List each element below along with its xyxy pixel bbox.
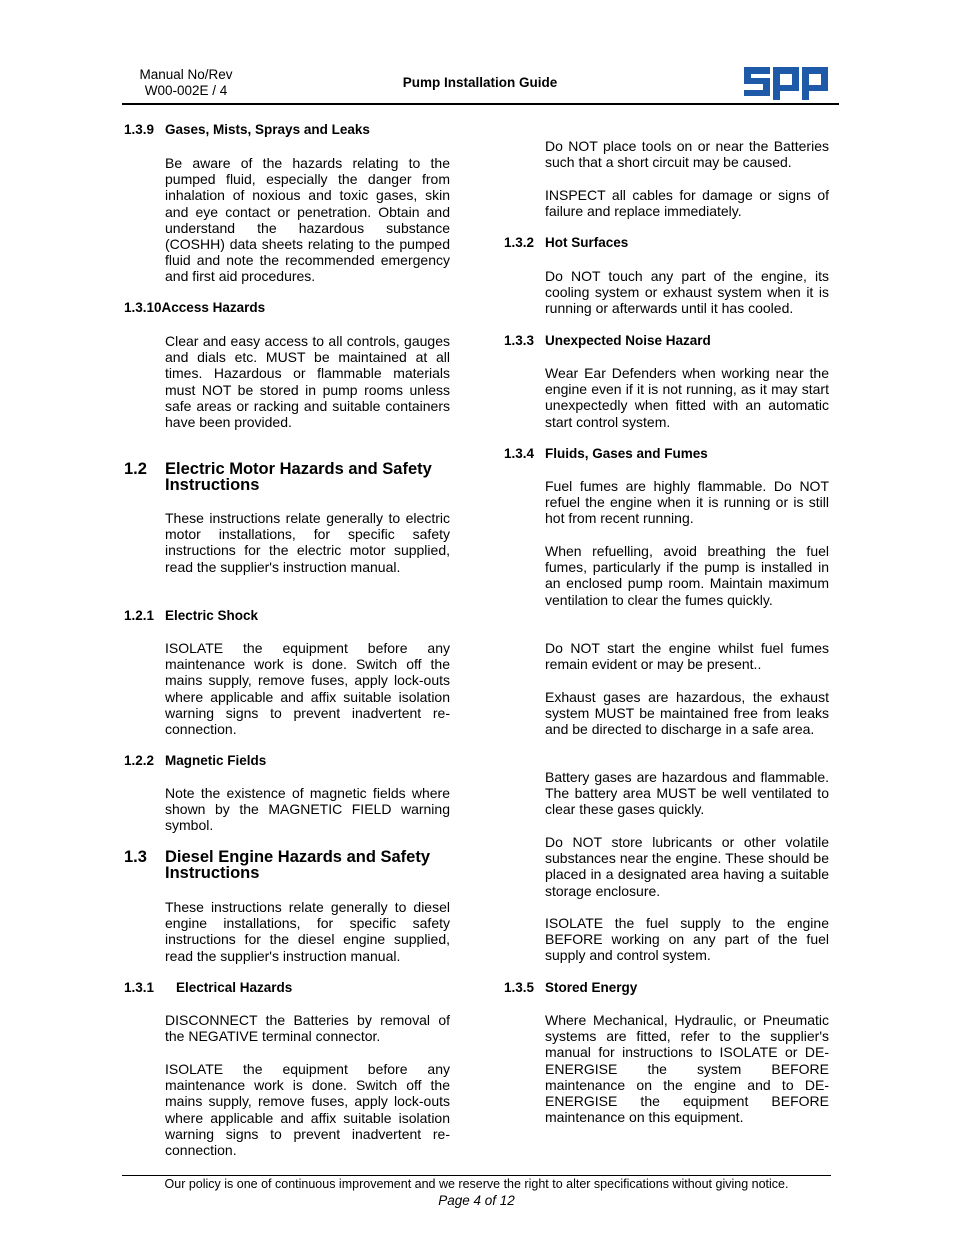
paragraph: ISOLATE the equipment before any maintenance work is done. Switch off the mains supply, remove fuses, apply lock-outs where applicable and affix suitable isolation warning signs to prevent inadvertent re-connection.: [165, 640, 450, 738]
section-title: Stored Energy: [545, 980, 638, 995]
paragraph: These instructions relate generally to electric motor installations, for specific safety instructions for the electric motor supplied, read the supplier's instruction manual.: [165, 510, 450, 575]
section-number: 1.2.2: [124, 753, 155, 768]
section-number: 1.3.9: [124, 122, 155, 137]
paragraph: ISOLATE the fuel supply to the engine BEFORE working on any part of the fuel supply and control system.: [545, 915, 829, 964]
paragraph: DISCONNECT the Batteries by removal of the NEGATIVE terminal connector.: [165, 1012, 450, 1045]
section-title: Electric Shock: [165, 608, 259, 623]
section-heading: [124, 122, 370, 137]
paragraph: Note the existence of magnetic fields where shown by the MAGNETIC FIELD warning symbol.: [165, 785, 450, 834]
paragraph: Do NOT store lubricants or other volatile substances near the engine. These should be placed in a designated area having a suitable storage enclosure.: [545, 834, 829, 899]
section-heading: [124, 980, 292, 995]
footer-policy-note: Our policy is one of continuous improvement and we reserve the right to alter specifications without giving notice.: [164, 1177, 789, 1191]
section-heading: [504, 235, 628, 250]
section-title: Gases, Mists, Sprays and Leaks: [165, 122, 370, 137]
section-heading: [504, 980, 637, 995]
section-number: 1.2: [124, 460, 147, 478]
paragraph: Do NOT touch any part of the engine, its cooling system or exhaust system when it is running or afterwards until it has cooled.: [545, 268, 829, 317]
header-rule: [122, 103, 839, 105]
section-title: Unexpected Noise Hazard: [545, 333, 711, 348]
paragraph: INSPECT all cables for damage or signs of failure and replace immediately.: [545, 187, 829, 220]
paragraph: Battery gases are hazardous and flammable. The battery area MUST be well ventilated to clear these gases quickly.: [545, 769, 829, 818]
document-title: Pump Installation Guide: [402, 75, 558, 90]
section-title: Magnetic Fields: [165, 753, 267, 768]
section-heading: [124, 300, 265, 315]
spp-logo: [744, 67, 828, 100]
section-heading: [504, 446, 708, 461]
paragraph: Exhaust gases are hazardous, the exhaust system MUST be maintained free from leaks and be directed to discharge in a safe area.: [545, 689, 829, 738]
section-number: 1.3.1: [124, 980, 155, 995]
section-number: 1.3: [124, 848, 147, 866]
section-title: Diesel Engine Hazards and Safety Instructions: [165, 848, 431, 882]
section-number: 1.3.4: [504, 446, 535, 461]
section-title: Hot Surfaces: [545, 235, 629, 250]
section-number: 1.3.2: [504, 235, 535, 250]
page-number: Page 4 of 12: [438, 1193, 515, 1208]
section-heading: [504, 333, 711, 348]
manual-label: Manual No/Rev: [139, 67, 233, 82]
section-title: Electric Motor Hazards and Safety Instructions: [165, 460, 432, 494]
paragraph: Do NOT start the engine whilst fuel fumes remain evident or may be present..: [545, 640, 829, 673]
section-heading: [124, 849, 464, 883]
manual-revision: W00-002E / 4: [144, 83, 228, 98]
section-number: 1.3.5: [504, 980, 535, 995]
section-title: Access Hazards: [161, 300, 266, 315]
paragraph: When refuelling, avoid breathing the fuel fumes, particularly if the pump is installed in an enclosed pump room. Maintain maximum ventilation to clear the fumes quickly.: [545, 543, 829, 608]
section-heading: [124, 608, 258, 623]
paragraph: These instructions relate generally to diesel engine installations, for specific safety instructions for the diesel engine supplied, read the supplier's instruction manual.: [165, 899, 450, 964]
footer-rule: [122, 1175, 831, 1176]
section-title: Fluids, Gases and Fumes: [545, 446, 708, 461]
section-title: Electrical Hazards: [176, 980, 293, 995]
paragraph: Be aware of the hazards relating to the pumped fluid, especially the danger from inhalation of noxious and toxic gases, skin and eye contact or penetration. Obtain and understand the hazardous substance (COSHH) data sheets relating to the pumped fluid and note the recommended emergency and first aid procedures.: [165, 155, 450, 285]
paragraph: Do NOT place tools on or near the Batteries such that a short circuit may be caused.: [545, 138, 829, 171]
section-heading: [124, 461, 464, 495]
section-number: 1.2.1: [124, 608, 155, 623]
paragraph: Clear and easy access to all controls, gauges and dials etc. MUST be maintained at all times. Hazardous or flammable materials must NOT be stored in pump rooms unless safe areas or racking and suitable containers have been provided.: [165, 333, 450, 431]
section-number: 1.3.10: [124, 300, 162, 315]
manual-number: [126, 67, 246, 99]
section-number: 1.3.3: [504, 333, 535, 348]
section-heading: [124, 753, 266, 768]
paragraph: Wear Ear Defenders when working near the engine even if it is not running, as it may start unexpectedly when fitted with an automatic start control system.: [545, 365, 829, 430]
paragraph: ISOLATE the equipment before any maintenance work is done. Switch off the mains supply, remove fuses, apply lock-outs where applicable and affix suitable isolation warning signs to prevent inadvertent re-connection.: [165, 1061, 450, 1159]
paragraph: Where Mechanical, Hydraulic, or Pneumatic systems are fitted, refer to the supplier's manual for instructions to ISOLATE or DE-ENERGISE the system BEFORE maintenance on the engine and to DE-ENERGISE the equipment BEFORE maintenance on this equipment.: [545, 1012, 829, 1126]
paragraph: Fuel fumes are highly flammable. Do NOT refuel the engine when it is running or is still hot from recent running.: [545, 478, 829, 527]
